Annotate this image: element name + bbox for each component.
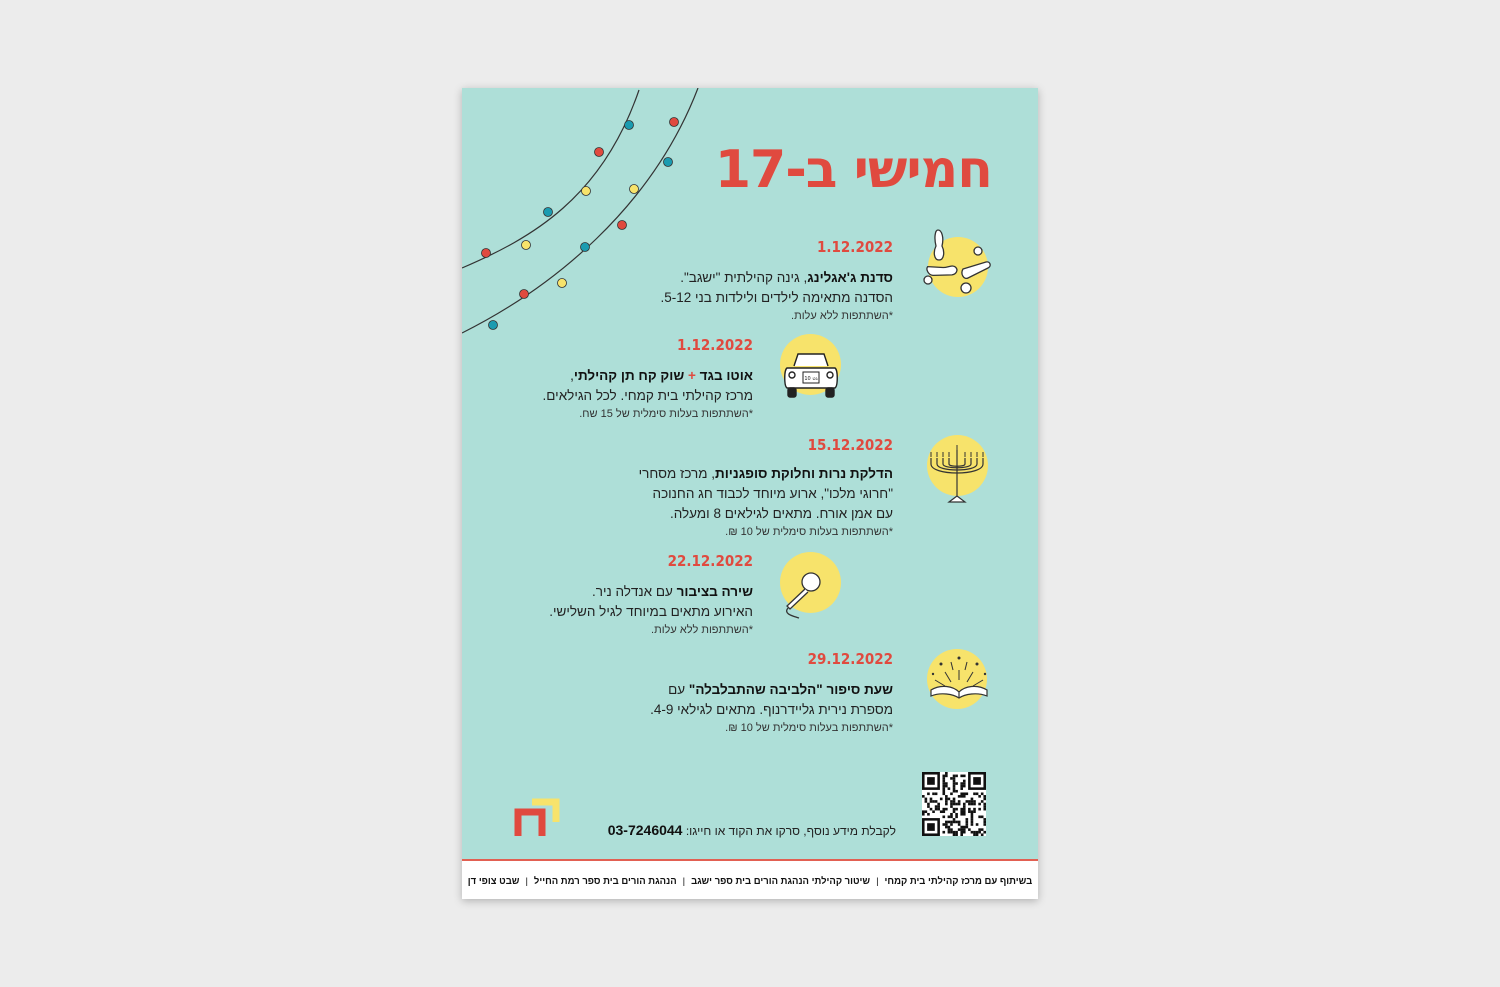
event-item: סדנת ג'אגלינג, גינה קהילתית "ישגב". הסדנה מתאימה לילדים ולילדות בני 5-12. *השתתפות ללא עלות.	[563, 268, 893, 324]
event-name-2: שוק קח תן קהילתי	[573, 368, 685, 383]
footer-item: הנהגת הורים בית ספר רמת החייל	[533, 876, 677, 887]
flyer	[462, 88, 1038, 899]
light-bulb	[618, 221, 627, 230]
car-icon	[782, 348, 840, 404]
event-name: הדלקת נרות וחלוקת סופגניות	[715, 466, 893, 481]
light-bulb	[482, 249, 491, 258]
light-bulb	[582, 187, 591, 196]
event-note: *השתתפות בעלות סימלית של 10 ₪.	[725, 722, 893, 734]
event-name: שעת סיפור "הלביבה שהתבלבלה"	[688, 682, 893, 697]
event-details-2: עם אמן אורח. מתאים לגילאים 8 ומעלה.	[669, 506, 893, 521]
light-bulb	[520, 290, 529, 299]
event-date: 22.12.2022	[667, 552, 753, 570]
event-name: שירה בציבור	[676, 584, 753, 599]
event-date: 15.12.2022	[807, 436, 893, 454]
event-note: *השתתפות בעלות סימלית של 15 שח.	[579, 408, 753, 420]
event-note: *השתתפות ללא עלות.	[791, 310, 893, 322]
event-name: אוטו בגד	[699, 368, 753, 383]
footer-item: שיטור קהילתי הנהגת הורים בית ספר ישגב	[691, 876, 871, 887]
event-item: שעת סיפור "הלביבה שהתבלבלה" עם מספרת נירית גליידרנוף. מתאים לגילאי 4-9. *השתתפות בעלות סימלית של 10 ₪.	[563, 680, 893, 736]
event-date: 1.12.2022	[677, 336, 753, 354]
contact-line	[608, 822, 896, 838]
light-bulb	[489, 321, 498, 330]
light-bulb	[581, 243, 590, 252]
license-plate: גט 10	[804, 376, 818, 382]
event-date: 1.12.2022	[817, 238, 893, 256]
footer-item: בשיתוף עם מרכז קהילתי בית קמחי	[884, 876, 1033, 887]
light-bulb	[664, 158, 673, 167]
light-bulb	[625, 121, 634, 130]
event-details: הסדנה מתאימה לילדים ולילדות בני 5-12.	[660, 290, 893, 305]
event-details: מספרת נירית גליידרנוף. מתאים לגילאי 4-9.	[650, 702, 893, 717]
event-item: שירה בציבור עם אנדלה ניר. האירוע מתאים במיוחד לגיל השלישי. *השתתפות ללא עלות.	[462, 582, 753, 638]
light-bulb	[630, 185, 639, 194]
juggling-icon	[918, 226, 998, 301]
event-details: "חרוגי מלכו", ארוע מיוחד לכבוד חג החנוכה	[652, 486, 893, 501]
event-name: סדנת ג'אגלינג	[807, 270, 893, 285]
event-note: *השתתפות ללא עלות.	[651, 624, 753, 636]
light-bulb	[595, 148, 604, 157]
light-bulb	[522, 241, 531, 250]
event-item: הדלקת נרות וחלוקת סופגניות, מרכז מסחרי "חרוגי מלכו", ארוע מיוחד לכבוד חג החנוכה עם אמן אורח. מתאים לגילאים 8 ומעלה. *השתתפות בעלות סימלית של 10 ₪.	[563, 464, 893, 540]
qr-code-icon	[922, 772, 986, 836]
divider	[462, 859, 1038, 861]
contact-text: לקבלת מידע נוסף, סרקו את הקוד או חייגו:	[682, 824, 896, 838]
event-item: אוטו בגד + שוק קח תן קהילתי, מרכז קהילתי בית קמחי. לכל הגילאים. *השתתפות בעלות סימלית של 15 שח.	[462, 366, 753, 422]
event-note: *השתתפות בעלות סימלית של 10 ₪.	[725, 526, 893, 538]
phone-number: 03-7246044	[607, 822, 683, 838]
logo-icon	[512, 796, 564, 838]
event-date: 29.12.2022	[807, 650, 893, 668]
event-details: מרכז קהילתי בית קמחי. לכל הגילאים.	[542, 388, 753, 403]
footer-partners: בשיתוף עם מרכז קהילתי בית קמחי|שיטור קהילתי הנהגת הורים בית ספר ישגב|הנהגת הורים בית ספר רמת החייל|שבט צופי דן	[467, 876, 1033, 887]
microphone-icon	[777, 568, 825, 620]
open-book-icon	[925, 650, 993, 706]
event-details: האירוע מתאים במיוחד לגיל השלישי.	[549, 604, 753, 619]
footer-item: שבט צופי דן	[467, 876, 520, 887]
poster-title: חמישי ב-17	[714, 140, 992, 200]
menorah-icon	[927, 444, 987, 506]
light-bulb	[544, 208, 553, 217]
light-bulb	[670, 118, 679, 127]
